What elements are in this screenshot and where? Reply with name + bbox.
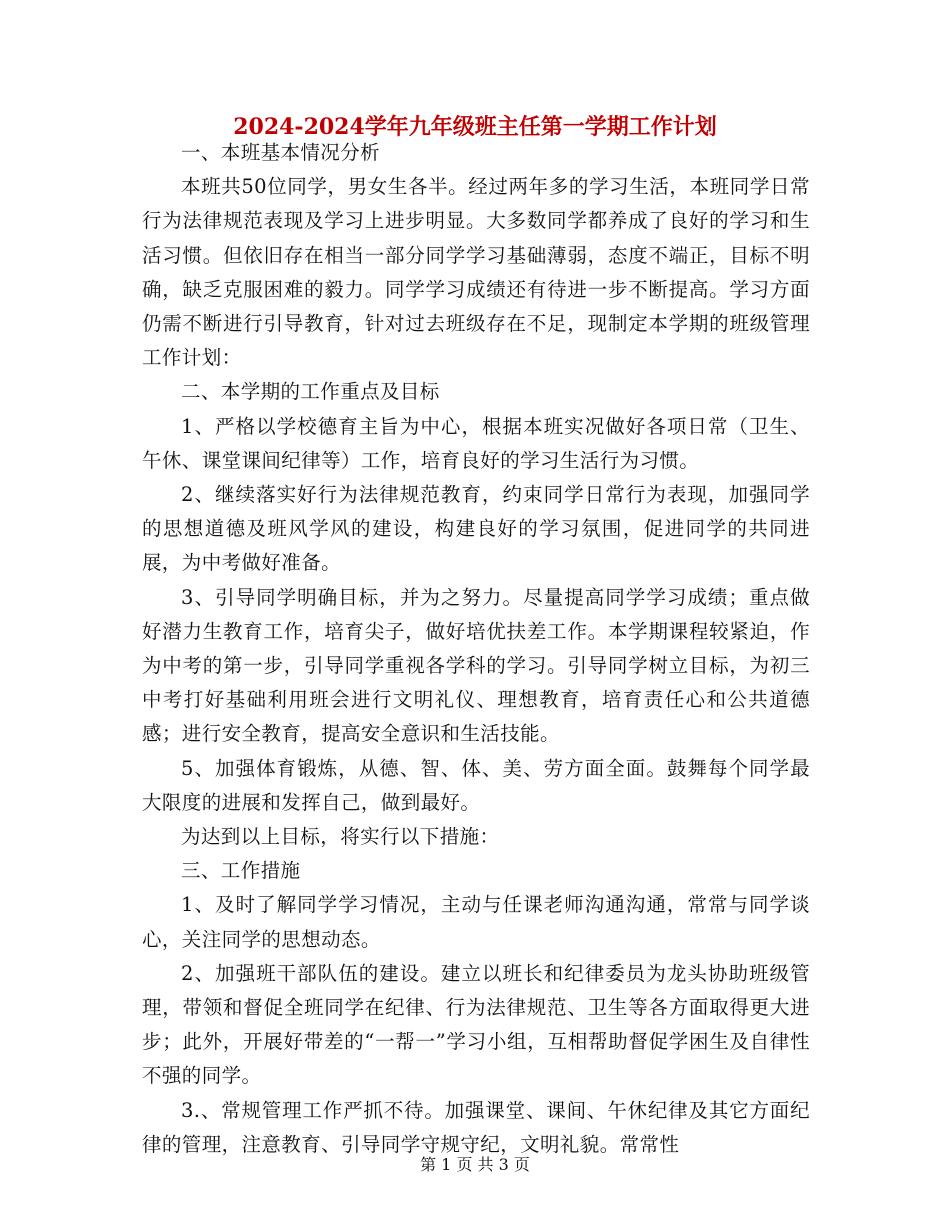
paragraph-measure-2: 2、加强班干部队伍的建设。建立以班长和纪律委员为龙头协助班级管理，带领和督促全班同学在纪律、行为法律规范、卫生等各方面取得更大进步；此外，开展好带差的“一帮一”学习小组，互相帮助督促学困生及自律性不强的同学。 bbox=[142, 961, 810, 1088]
footer-total-pages: 3 bbox=[498, 1155, 509, 1174]
document-title: 2024-2024学年九年级班主任第一学期工作计划 bbox=[233, 114, 717, 140]
page-footer bbox=[0, 1154, 950, 1176]
paragraph-goal-5: 5、加强体育锻炼，从德、智、体、美、劳方面全面。鼓舞每个同学最大限度的进展和发挥自己，做到最好。 bbox=[142, 756, 810, 814]
footer-suffix: 页 bbox=[513, 1155, 530, 1174]
footer-page-number: 1 bbox=[441, 1155, 452, 1174]
paragraph-goal-2: 2、继续落实好行为法律规范教育，约束同学日常行为表现，加强同学的思想道德及班风学风的建设，构建良好的学习氛围，促进同学的共同进展，为中考做好准备。 bbox=[142, 483, 810, 575]
paragraph-goal-3: 3、引导同学明确目标，并为之努力。尽量提高同学学习成绩；重点做好潜力生教育工作，培育尖子，做好培优扶差工作。本学期课程较紧迫，作为中考的第一步，引导同学重视各学科的学习。引导同学树立目标，为初三中考打好基础利用班会进行文明礼仪、理想教育，培育责任心和公共道德感；进行安全教育，提高安全意识和生活技能。 bbox=[142, 585, 810, 746]
paragraph-goal-1: 1、严格以学校德育主旨为中心，根据本班实况做好各项日常（卫生、午休、课堂课间纪律等）工作，培育良好的学习生活行为习惯。 bbox=[142, 414, 810, 472]
footer-prefix: 第 bbox=[420, 1155, 437, 1174]
paragraph-measure-3: 3.、常规管理工作严抓不待。加强课堂、课间、午休纪律及其它方面纪律的管理，注意教育、引导同学守规守纪，文明礼貌。常常性 bbox=[142, 1098, 810, 1156]
footer-middle: 页 共 bbox=[456, 1155, 494, 1174]
section-heading-2: 二、本学期的工作重点及目标 bbox=[181, 380, 440, 404]
section-heading-1: 一、本班基本情况分析 bbox=[181, 141, 381, 164]
paragraph-measure-1: 1、及时了解同学学习情况，主动与任课老师沟通沟通，常常与同学谈心，关注同学的思想动态。 bbox=[142, 893, 810, 951]
section-heading-3: 三、工作措施 bbox=[181, 859, 301, 883]
document-body bbox=[142, 136, 810, 1162]
paragraph-measures-intro: 为达到以上目标，将实行以下措施： bbox=[181, 825, 500, 849]
paragraph-class-overview: 本班共50位同学，男女生各半。经过两年多的学习生活，本班同学日常行为法律规范表现及学习上进步明显。大多数同学都养成了良好的学习和生活习惯。但依旧存在相当一部分同学学习基础薄弱，态度不端正，目标不明确，缺乏克服困难的毅力。同学学习成绩还有待进一步不断提高。学习方面仍需不断进行引导教育，针对过去班级存在不足，现制定本学期的班级管理工作计划： bbox=[142, 175, 810, 370]
